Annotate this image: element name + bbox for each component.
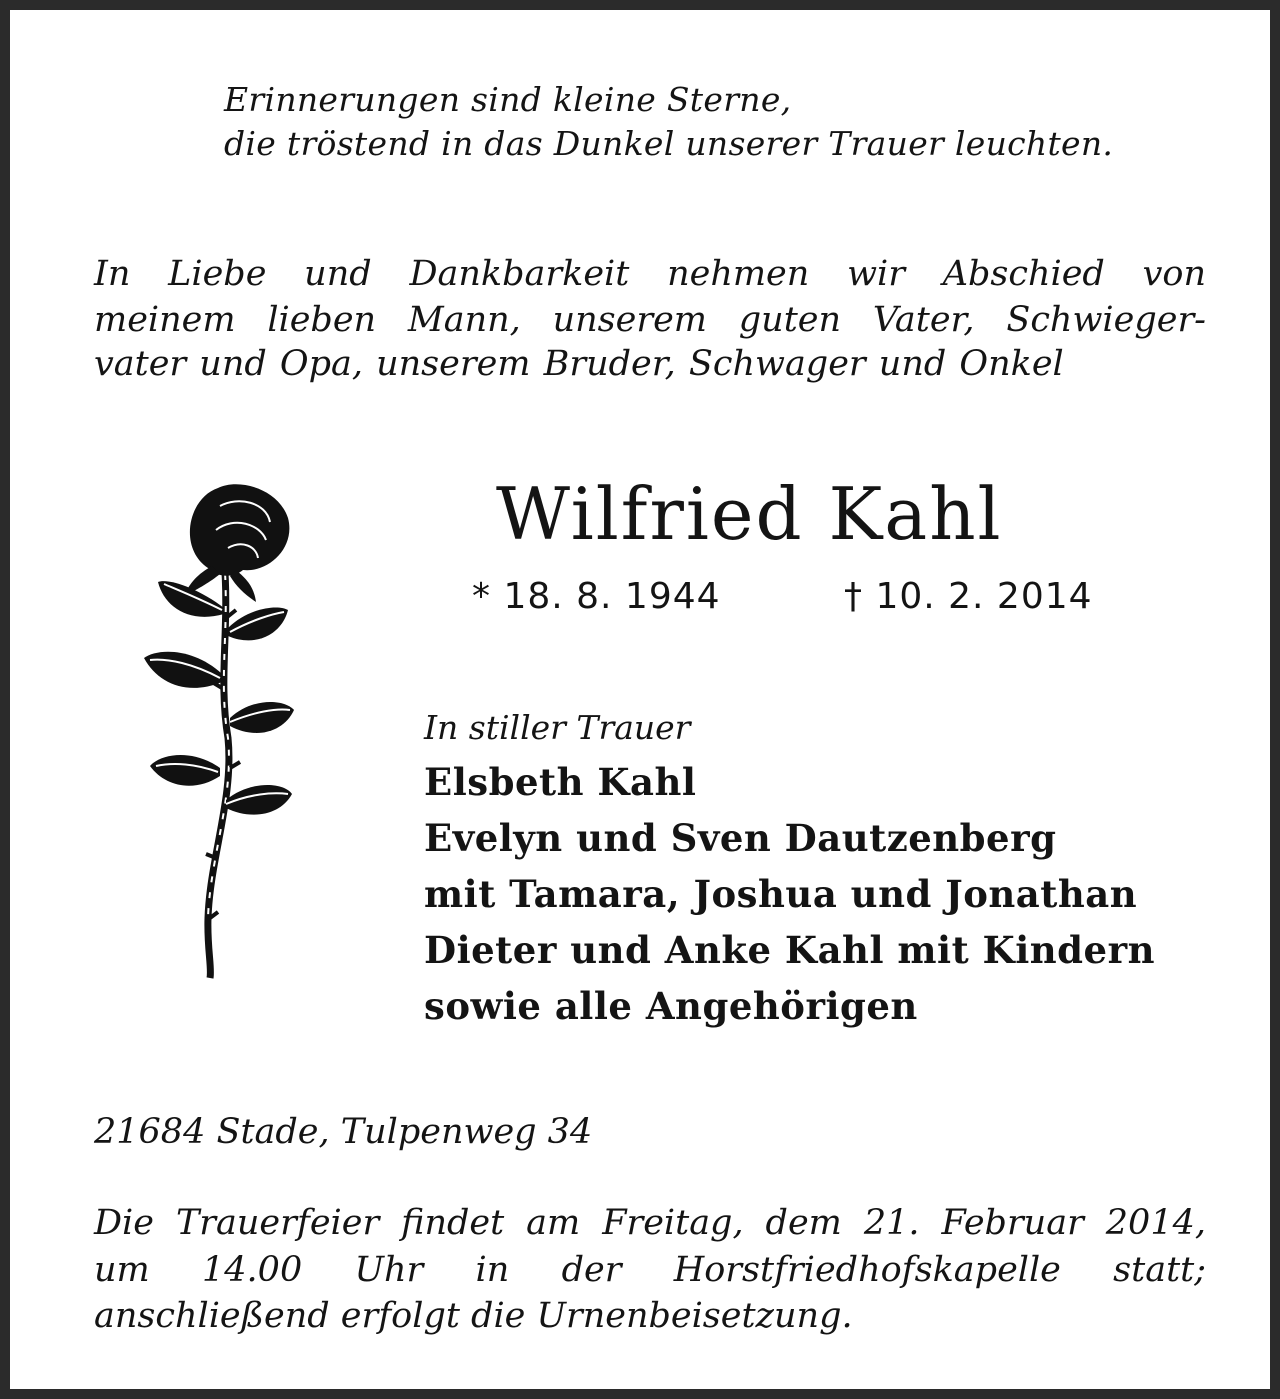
ceremony-line-1: Die Trauerfeier findet am Freitag, dem 21. Februar 2014, [94,1203,1206,1243]
mourner-name: mit Tamara, Joshua und Jonathan [424,872,1138,916]
ceremony-line-2: um 14.00 Uhr in der Horstfriedhofskapelle statt; [94,1250,1206,1290]
quote-line-1: Erinnerungen sind kleine Sterne, [224,80,792,119]
quote-line-2: die tröstend in das Dunkel unserer Trauer leuchten. [224,124,1114,163]
mourner-name: sowie alle Angehörigen [424,984,918,1028]
mourner-name: Elsbeth Kahl [424,760,697,804]
mourner-name: Evelyn und Sven Dautzenberg [424,816,1057,860]
intro-line-1: In Liebe und Dankbarkeit nehmen wir Abschied von [94,254,1206,294]
mourner-name: Dieter und Anke Kahl mit Kindern [424,928,1155,972]
rose-icon [138,478,298,982]
deceased-name: Wilfried Kahl [496,472,1003,556]
birth-date: * 18. 8. 1944 [472,576,721,617]
intro-line-3: vater und Opa, unserem Bruder, Schwager und Onkel [94,344,1064,384]
ceremony-line-3: anschließend erfolgt die Urnenbeisetzung. [94,1296,853,1336]
family-address: 21684 Stade, Tulpenweg 34 [94,1112,593,1152]
mourners-heading: In stiller Trauer [424,708,691,747]
intro-line-2: meinem lieben Mann, unserem guten Vater, Schwieger- [94,300,1206,340]
death-date: † 10. 2. 2014 [844,576,1093,617]
